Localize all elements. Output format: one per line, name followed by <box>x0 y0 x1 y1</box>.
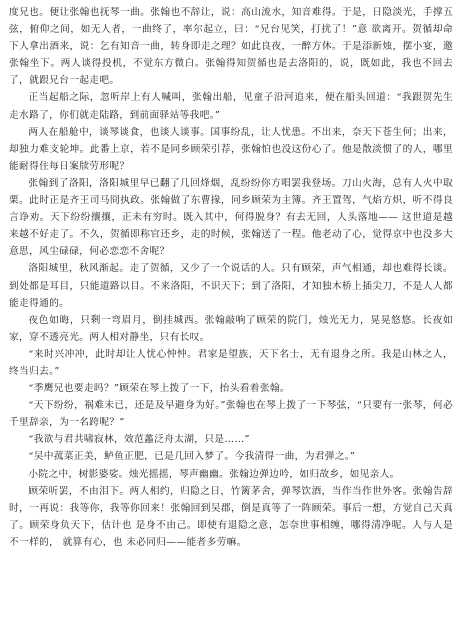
paragraph: 顾荣听罢，不由泪下。两人相约，归隐之日，竹篱茅舍，弹琴饮酒，当作当作世外客。张翰告辞时，一再说：我等你，我等你回来！张翰回到吴郡，倒是真等了一阵顾荣。事后一想，方觉自己天真了。顾荣身负天下，估计也 是身不由己。即使有退隐之意，怎奈世事相缠，哪得清净呢。人与人是不一样的， 就算有心，也 未必同归——能者多劳嘛。 <box>9 485 453 548</box>
paragraph: “季鹰兄也要走吗？”顾荣在琴上拨了一下，抬头看着张翰。 <box>28 383 290 395</box>
paragraph: 正当起船之际，忽听岸上有人喊叫，张翰出船，见童子沿河追来，便在船头回道：“我跟贺先生走水路了，你们就走陆路，到前面驿站等我吧。” <box>9 92 453 121</box>
paragraph: 张翰到了洛阳，洛阳城里早已翻了几回烽烟，乱纷纷你方唱罢我登场。刀山火海，总有人火中取栗。此时正是齐王司马冏执政。张翰做了东曹掾，同乡顾荣为主簿。齐王置驾，气焰方炽，听不得良言诤劝。天下纷纷攘攘，正未有穷时。既入其中，何得脱身？有去无回，人头落地—— 这世道是越来越不好走了。不久，贺循即称官还乡，走的时候，张翰送了一程。他老动了心，觉得京中也没多大意思，风尘碌碌，何必恋恋不舍呢？ <box>9 177 453 258</box>
paragraph: 度兄也。便让张翰也抚琴一曲。张翰也不辞让，说：高山流水，知音难得。于是，日隐淡光，手撑五弦，俯仰之间，如无人者，一曲终了，率尔起立，曰：“兄台见笑，打扰了！”意 欲离开。贺循却命下人拿出酒来，说：乞有知音一曲，转身即走之理？如此良夜，一醉方休。于是添新烛，摆小宴，邀张翰坐下。两人谈得投机，不觉东方微白。张翰得知贺循也是去洛阳的，说，既如此，我也不回去了，就跟兄台一起走吧。 <box>9 7 453 87</box>
paragraph: “来时兴冲冲，此时却让人忧心忡忡。君家是望族，天下名士，无有退身之所。我是山林之人，终当归去。” <box>9 348 453 377</box>
paragraph: 夜色如晦，只剩一弯眉月，倒挂城西。张翰敲响了顾荣的院门，烛光无力，晃晃悠悠。长夜如家，穿不透亮光。两人相对静坐，只有长叹。 <box>9 314 453 343</box>
paragraph: 小院之中，树影婆娑。烛光摇摇，琴声幽幽。张翰边弹边吟，如归故乡，如见亲人。 <box>28 468 400 480</box>
paragraph: “吴中菰菜正美，鲈鱼正肥，已是几回入梦了。今我清得一曲，为君弹之。” <box>28 451 356 463</box>
paragraph: 两人在船舱中，谈琴谈食，也谈人谈事。国事纷乱，让人忧患。不出来，奈天下苍生何；出来，却独力难支轮坤。此番上京，若不是同乡顾荣引荐，张翰怕也没这份心了。他是散淡惯了的人，哪里能耐得住每日案牍劳形呢？ <box>9 126 453 172</box>
paragraph: “天下纷纷，祸难未已，还是及早避身为好。”张翰也在琴上拨了一下琴弦，“只要有一张琴，何必千里辞亲，为一名跨呢？” <box>9 400 453 429</box>
paragraph: 洛阳城里，秋风渐起。走了贺循，又少了一个说话的人。只有顾荣，声气相通，却也难得长谈。到处都是耳目，只能道路以目。不来洛阳，不识天下；到了洛阳，才知独木桥上插尖刀，不是人人都能走得通的。 <box>9 263 453 309</box>
paragraph: “我欲与君共啸寂林，效范蠡泛舟太湖，只是……” <box>28 434 250 446</box>
